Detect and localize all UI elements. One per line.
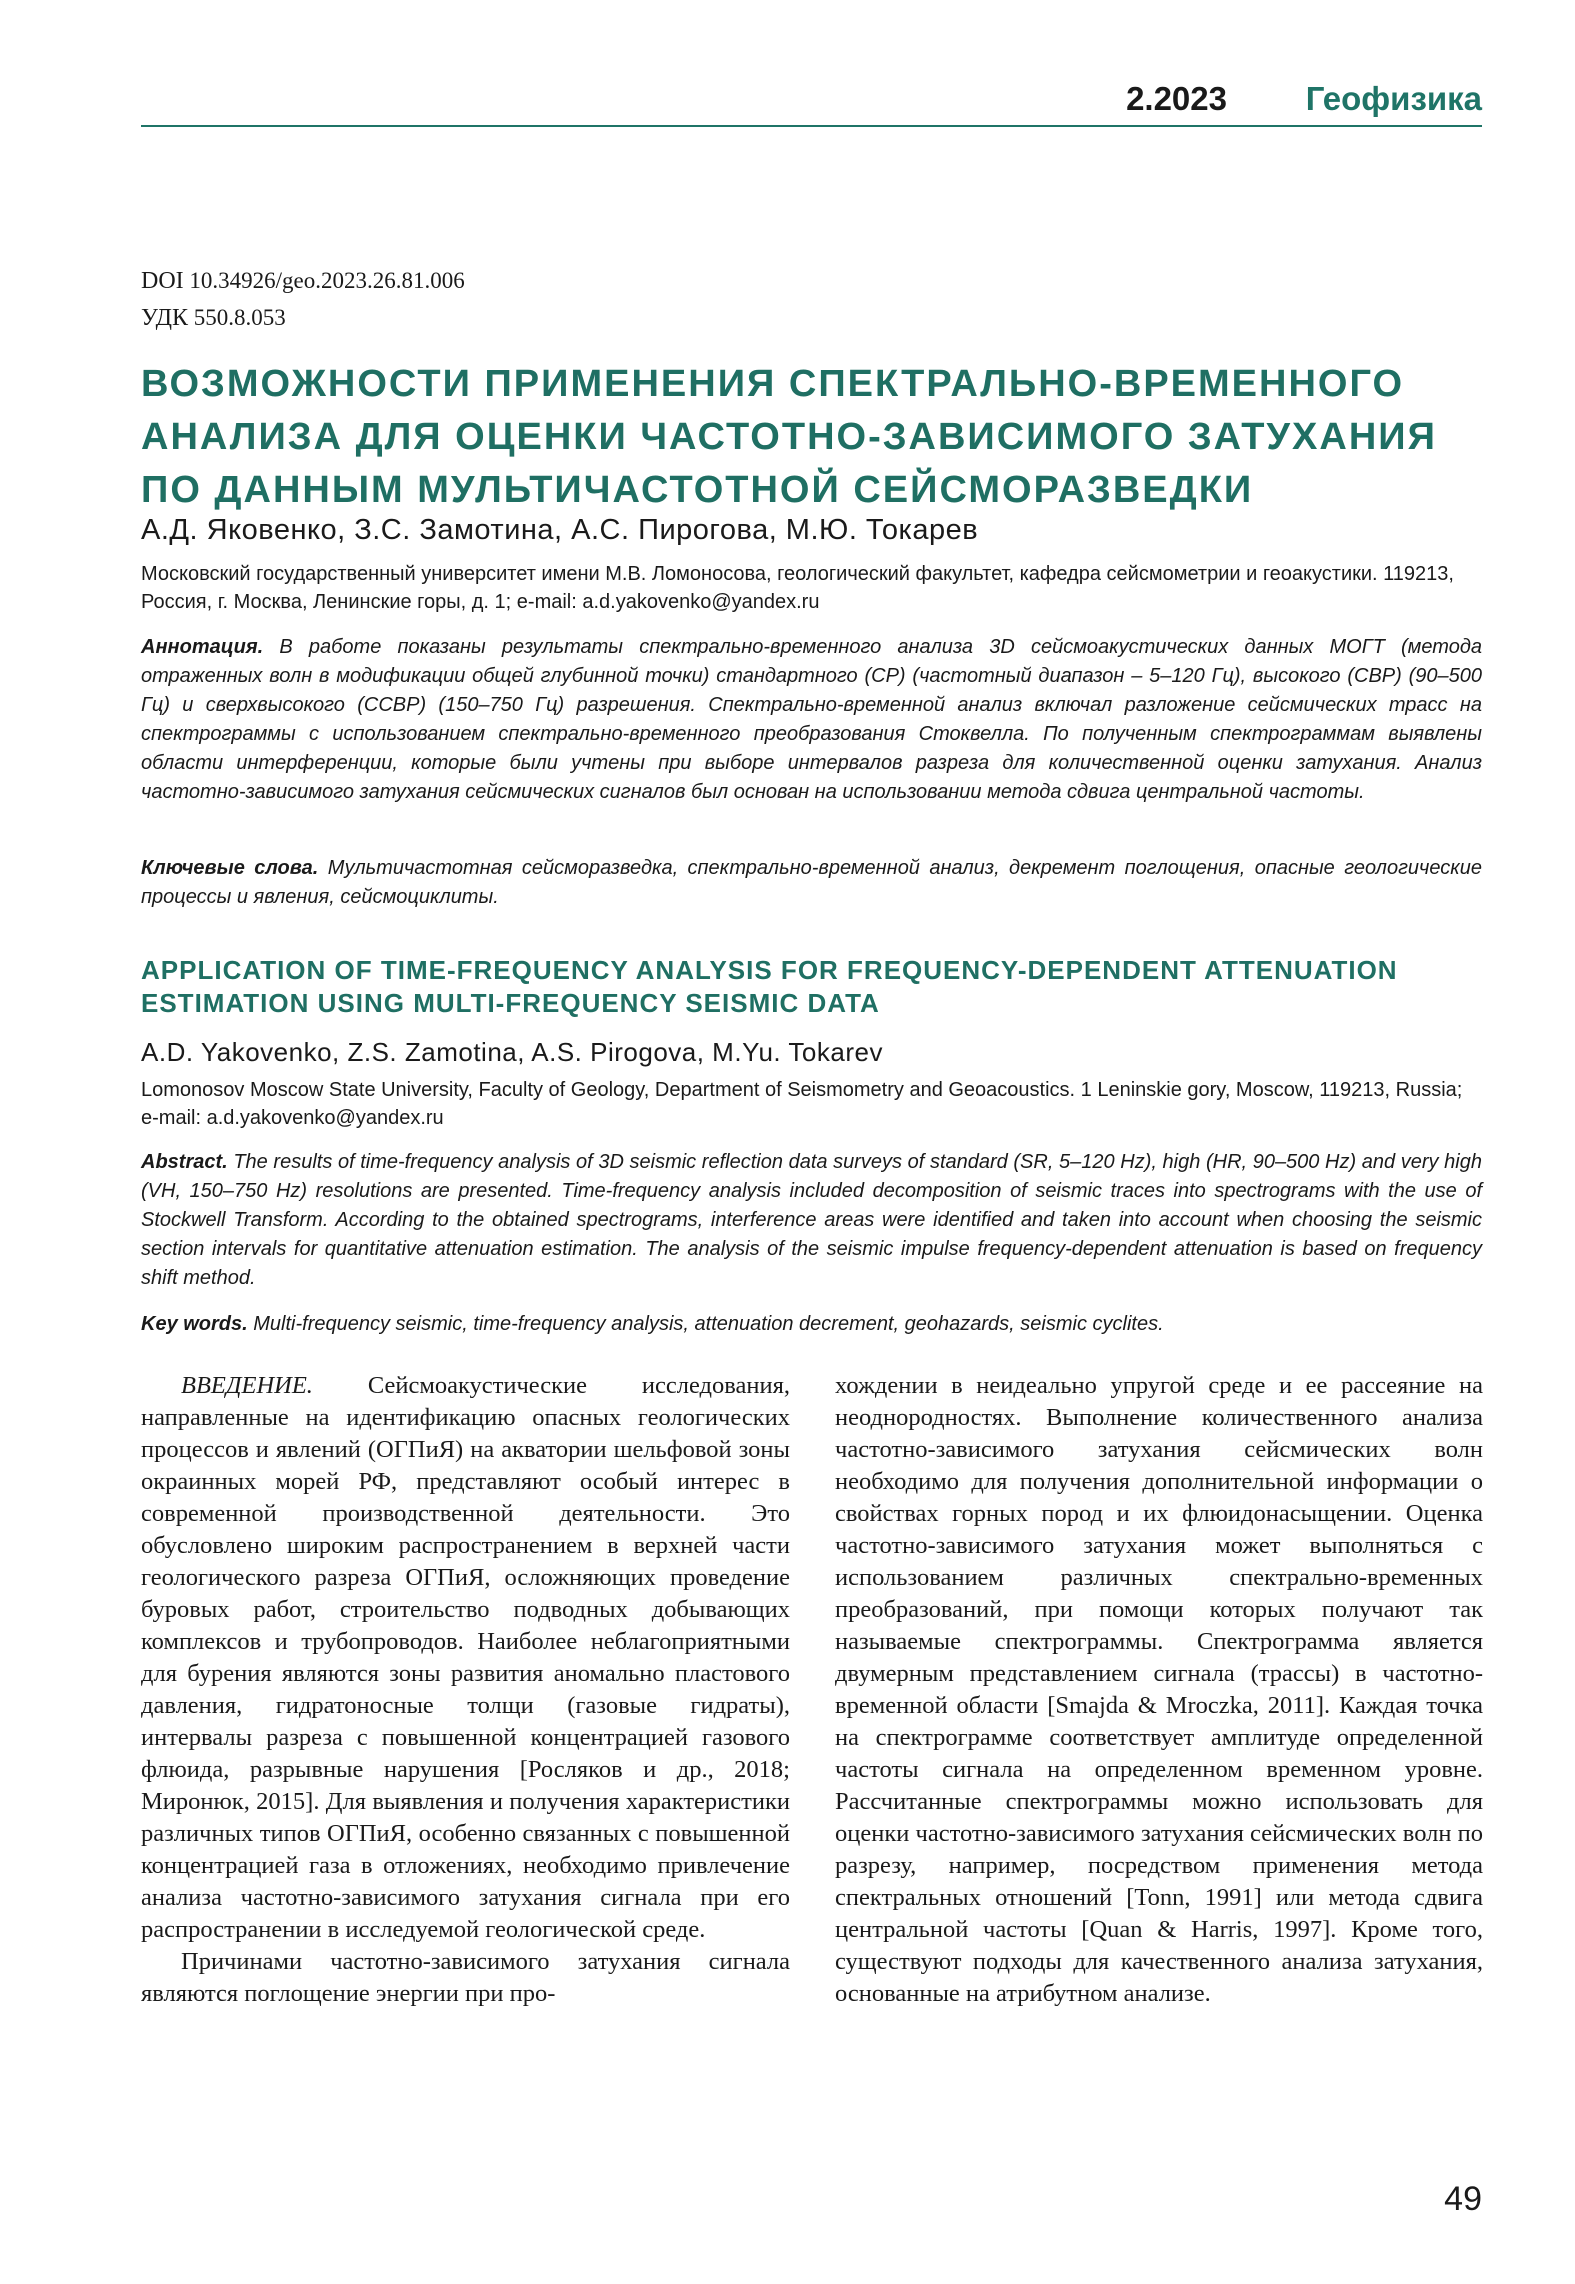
udk-line bbox=[141, 305, 286, 332]
udk-label: УДК bbox=[141, 305, 188, 331]
running-header bbox=[141, 80, 1482, 130]
keywords-en bbox=[141, 1310, 1482, 1339]
intro-lead: ВВЕДЕНИЕ. bbox=[181, 1372, 313, 1399]
keywords-en-text: Multi-frequency seismic, time-frequency analysis, attenuation decrement, geohazards, seismic cyclites. bbox=[253, 1313, 1164, 1335]
abstract-en-label: Abstract. bbox=[141, 1151, 228, 1173]
intro-text: Сейсмоакустические исследования, направленные на идентификацию опасных геологических процессов и явлений (ОГПиЯ) на акватории шельфовой зоны окраинных морей РФ, представляют особый интерес в современной производственной деятельности. Это обусловлено широким распространением в верхней части геологического разреза ОГПиЯ, осложняющих проведение буровых работ, строительство подводных добывающих комплексов и трубопроводов. Наиболее неблагоприятными для бурения являются зоны развития аномально пластового давления, гидратоносные толщи (газовые гидраты), интервалы разреза с повышенной концентрацией газового флюида, разрывные нарушения [Росляков и др., 2018; Миронюк, 2015]. Для выявления и получения характеристики различных типов ОГПиЯ, особенно связанных с повышенной концентрацией газа в отложениях, необходимо привлечение анализа частотно-зависимого затухания сигнала при его распространении в исследуемой геологической среде. bbox=[141, 1372, 790, 1943]
article-title-en: APPLICATION OF TIME-FREQUENCY ANALYSIS FOR FREQUENCY-DEPENDENT ATTENUATION ESTIMATION USING MULTI-FREQUENCY SEISMIC DATA bbox=[141, 955, 1398, 1018]
keywords-ru-label: Ключевые слова. bbox=[141, 857, 319, 879]
body-column-right bbox=[835, 1370, 1483, 2010]
causes-paragraph: Причинами частотно-зависимого затухания сигнала являются поглощение энергии при про- bbox=[141, 1948, 790, 2007]
keywords-ru-text: Мультичастотная сейсморазведка, спектрально-временной анализ, декремент поглощения, опасные геологические процессы и явления, сейсмоциклиты. bbox=[141, 857, 1482, 908]
doi-line bbox=[141, 268, 465, 295]
annotation-ru bbox=[141, 633, 1482, 807]
continued-paragraph: хождении в неидеально упругой среде и ее рассеяние на неоднородностях. Выполнение количественного анализа частотно-зависимого затухания сейсмических волн необходимо для получения дополнительной информации о свойствах горных пород и их флюидонасыщении. Оценка частотно-зависимого затухания может выполняться с использованием различных спектрально-временных преобразований, при помощи которых получают так называемые спектрограммы. Спектрограмма является двумерным представлением сигнала (трассы) в частотно-временной области [Smajda & Mroczka, 2011]. Каждая точка на спектрограмме соответствует амплитуде определенной частоты сигнала на определенном временном уровне. Рассчитанные спектрограммы можно использовать для оценки частотно-зависимого затухания сейсмических волн по разрезу, например, посредством применения метода спектральных отношений [Tonn, 1991] или метода сдвига центральной частоты [Quan & Harris, 1997]. Кроме того, существуют подходы для качественного анализа затухания, основанные на атрибутном анализе. bbox=[835, 1372, 1483, 2007]
keywords-ru bbox=[141, 854, 1482, 912]
intro-paragraph bbox=[141, 1370, 790, 1946]
abstract-en-text: The results of time-frequency analysis of 3D seismic reflection data surveys of standard (SR, 5–120 Hz), high (HR, 90–500 Hz) and very high (VH, 150–750 Hz) resolutions are presented. Time-frequency analysis included decomposition of seismic traces into spectrograms with the use of Stockwell Transform. According to the obtained spectrograms, interference areas were identified and taken into account when choosing the seismic section intervals for quantitative attenuation estimation. The analysis of the seismic impulse frequency-dependent attenuation is based on frequency shift method. bbox=[141, 1151, 1482, 1289]
abstract-en bbox=[141, 1148, 1482, 1293]
authors-ru: А.Д. Яковенко, З.С. Замотина, А.С. Пирогова, М.Ю. Токарев bbox=[141, 514, 979, 546]
keywords-en-label: Key words. bbox=[141, 1313, 248, 1335]
authors-en: A.D. Yakovenko, Z.S. Zamotina, A.S. Pirogova, M.Yu. Tokarev bbox=[141, 1037, 883, 1067]
annotation-text: В работе показаны результаты спектрально-временного анализа 3D сейсмоакустических данных МОГТ (метода отраженных волн в модификации общей глубинной точки) стандартного (СР) (частотный диапазон – 5–120 Гц), высокого (СВР) (90–500 Гц) и сверхвысокого (ССВР) (150–750 Гц) разрешения. Спектрально-временной анализ включал разложение сейсмических трасс на спектрограммы с использованием спектрально-временного преобразования Стоквелла. По полученным спектрограммам выявлены области интерференции, которые были учтены при выборе интервалов разреза для количественной оценки затухания. Анализ частотно-зависимого затухания сейсмических сигналов был основан на использовании метода сдвига центральной частоты. bbox=[141, 636, 1482, 803]
article-title-ru: ВОЗМОЖНОСТИ ПРИМЕНЕНИЯ СПЕКТРАЛЬНО-ВРЕМЕННОГО АНАЛИЗА ДЛЯ ОЦЕНКИ ЧАСТОТНО-ЗАВИСИМОГО ЗАТУХАНИЯ ПО ДАННЫМ МУЛЬТИЧАСТОТНОЙ СЕЙСМОРАЗВЕДКИ bbox=[141, 363, 1437, 511]
affiliation-en: Lomonosov Moscow State University, Faculty of Geology, Department of Seismometry and Geoacoustics. 1 Leninskie gory, Moscow, 119213, Russia; e-mail: a.d.yakovenko@yandex.ru bbox=[141, 1079, 1463, 1129]
annotation-label: Аннотация. bbox=[141, 636, 264, 658]
udk-value: 550.8.053 bbox=[193, 305, 286, 330]
affiliation-ru: Московский государственный университет имени М.В. Ломоносова, геологический факультет, кафедра сейсмометрии и геоакустики. 119213, Россия, г. Москва, Ленинские горы, д. 1; e-mail: a.d.yakovenko@yandex.ru bbox=[141, 563, 1454, 613]
body-column-left bbox=[141, 1370, 790, 2010]
doi-label: DOI bbox=[141, 268, 184, 294]
journal-name: Геофизика bbox=[1305, 80, 1482, 117]
header-rule bbox=[141, 125, 1482, 127]
issue-number: 2.2023 bbox=[1126, 80, 1227, 117]
page-number: 49 bbox=[1444, 2180, 1482, 2218]
doi-value[interactable]: 10.34926/geo.2023.26.81.006 bbox=[189, 268, 465, 293]
